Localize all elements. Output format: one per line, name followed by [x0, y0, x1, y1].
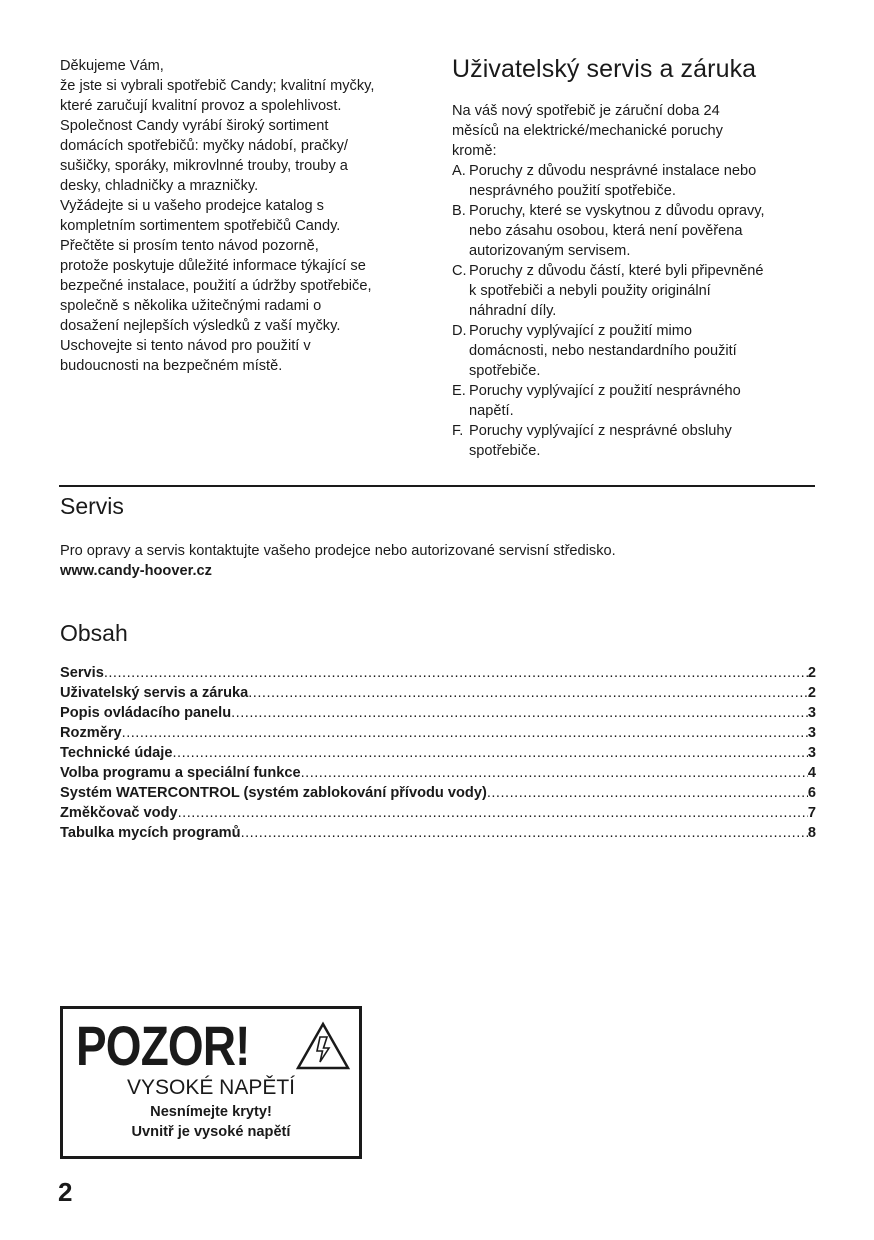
toc-dot-leader: [104, 663, 808, 683]
toc-list: [60, 663, 816, 843]
toc-entry-title: Systém WATERCONTROL (systém zablokování přívodu vody): [60, 785, 487, 801]
warranty-item-letter: F.: [452, 423, 464, 439]
warning-line-2: Uvnitř je vysoké napětí: [131, 1124, 291, 1140]
intro-line: desky, chladničky a mrazničky.: [60, 178, 259, 194]
warranty-item-line: Poruchy, které se vyskytnou z důvodu opravy,: [469, 203, 765, 219]
warranty-body: [452, 101, 822, 461]
toc-entry-title: Volba programu a speciální funkce: [60, 765, 301, 781]
warranty-item-line: nebo zásahu osobou, která není pověřena: [469, 223, 743, 239]
high-voltage-warning-icon: [295, 1021, 351, 1071]
intro-line: společně s několika užitečnými radami o: [60, 298, 322, 314]
toc-entry-title: Popis ovládacího panelu: [60, 705, 232, 721]
warranty-item-letter: E.: [452, 383, 466, 399]
warranty-item-line: spotřebiče.: [469, 443, 541, 459]
intro-line: Společnost Candy vyrábí široký sortiment: [60, 118, 329, 134]
warranty-item-line: spotřebiče.: [469, 363, 541, 379]
warranty-item-line: Poruchy vyplývající z použití nesprávného: [469, 383, 741, 399]
servis-text-block: [60, 541, 820, 581]
toc-entry[interactable]: [60, 803, 816, 823]
warranty-intro-line: Na váš nový spotřebič je záruční doba 24: [452, 103, 720, 119]
toc-entry-page: 4: [807, 765, 816, 781]
toc-entry-page: 8: [807, 825, 816, 841]
warranty-item-line: Poruchy z důvodu částí, které byli připevněné: [469, 263, 764, 279]
warranty-item-line: nesprávného použití spotřebiče.: [469, 183, 676, 199]
intro-line: protože poskytuje důležité informace týkající se: [60, 258, 366, 274]
intro-line: domácích spotřebičů: myčky nádobí, pračky/: [60, 138, 348, 154]
servis-title: Servis: [60, 493, 124, 519]
toc-entry-title: Změkčovač vody: [60, 805, 178, 821]
intro-line: budoucnosti na bezpečném místě.: [60, 358, 283, 374]
warranty-item-a: [452, 161, 822, 201]
intro-line: Uschovejte si tento návod pro použití v: [60, 338, 311, 354]
warranty-item-letter: C.: [452, 263, 467, 279]
intro-line: dosažení nejlepších výsledků z vaší myčky.: [60, 318, 341, 334]
warranty-item-line: k spotřebiči a nebyli použity originální: [469, 283, 711, 299]
toc-entry-page: 3: [807, 745, 816, 761]
toc-entry-page: 7: [807, 805, 816, 821]
warranty-item-letter: A.: [452, 163, 466, 179]
warranty-item-f: [452, 421, 822, 461]
toc-dot-leader: [178, 803, 808, 823]
toc-entry[interactable]: [60, 663, 816, 683]
warranty-item-c: [452, 261, 822, 321]
toc-title: Obsah: [60, 620, 128, 646]
toc-entry-title: Uživatelský servis a záruka: [60, 685, 249, 701]
toc-entry-title: Servis: [60, 665, 104, 681]
intro-line: kompletním sortimentem spotřebičů Candy.: [60, 218, 341, 234]
warranty-title: Uživatelský servis a záruka: [452, 55, 757, 83]
intro-line: že jste si vybrali spotřebič Candy; kvalitní myčky,: [60, 78, 375, 94]
warranty-item-d: [452, 321, 822, 381]
toc-entry-page: 6: [807, 785, 816, 801]
section-divider: [59, 485, 815, 487]
toc-entry-page: 3: [807, 725, 816, 741]
toc-entry-page: 2: [807, 665, 816, 681]
toc-dot-leader: [487, 783, 808, 803]
intro-line: Přečtěte si prosím tento návod pozorně,: [60, 238, 319, 254]
toc-section: [60, 618, 816, 843]
warranty-item-line: napětí.: [469, 403, 514, 419]
intro-paragraph: [60, 56, 430, 376]
servis-url[interactable]: www.candy-hoover.cz: [60, 563, 212, 579]
toc-entry[interactable]: [60, 723, 816, 743]
warranty-section: [452, 52, 822, 461]
warranty-item-letter: D.: [452, 323, 467, 339]
servis-text: Pro opravy a servis kontaktujte vašeho prodejce nebo autorizované servisní středisko.: [60, 543, 616, 559]
toc-dot-leader: [231, 703, 808, 723]
toc-dot-leader: [172, 743, 807, 763]
toc-entry[interactable]: [60, 743, 816, 763]
intro-line: bezpečné instalace, použití a údržby spotřebiče,: [60, 278, 372, 294]
toc-entry[interactable]: [60, 783, 816, 803]
toc-entry[interactable]: [60, 823, 816, 843]
toc-entry-title: Rozměry: [60, 725, 122, 741]
warranty-item-b: [452, 201, 822, 261]
warranty-item-line: domácnosti, nebo nestandardního použití: [469, 343, 737, 359]
toc-entry-title: Technické údaje: [60, 745, 173, 761]
warranty-intro-line: kromě:: [452, 143, 497, 159]
toc-entry[interactable]: [60, 763, 816, 783]
warning-subheading: VYSOKÉ NAPĚTÍ: [126, 1076, 296, 1099]
intro-line: sušičky, sporáky, mikrovlnné trouby, trouby a: [60, 158, 348, 174]
toc-entry[interactable]: [60, 703, 816, 723]
warranty-item-letter: B.: [452, 203, 466, 219]
toc-entry-page: 3: [807, 705, 816, 721]
toc-dot-leader: [241, 823, 808, 843]
intro-line: které zaručují kvalitní provoz a spolehlivost.: [60, 98, 342, 114]
intro-line: Děkujeme Vám,: [60, 58, 164, 74]
warranty-item-line: náhradní díly.: [469, 303, 557, 319]
toc-dot-leader: [122, 723, 808, 743]
warranty-item-line: autorizovaným servisem.: [469, 243, 631, 259]
warning-line-1: Nesnímejte kryty!: [150, 1104, 272, 1120]
toc-dot-leader: [248, 683, 808, 703]
warranty-item-line: Poruchy vyplývající z použití mimo: [469, 323, 693, 339]
servis-section: [60, 491, 820, 581]
warranty-item-line: Poruchy z důvodu nesprávné instalace nebo: [469, 163, 757, 179]
high-voltage-warning-label: [60, 1006, 362, 1159]
toc-entry-title: Tabulka mycích programů: [60, 825, 241, 841]
page-number: 2: [58, 1177, 73, 1207]
warranty-item-line: Poruchy vyplývající z nesprávné obsluhy: [469, 423, 732, 439]
warranty-intro-line: měsíců na elektrické/mechanické poruchy: [452, 123, 723, 139]
warning-heading: POZOR!: [76, 1014, 250, 1077]
toc-entry[interactable]: [60, 683, 816, 703]
toc-dot-leader: [301, 763, 808, 783]
intro-line: Vyžádejte si u vašeho prodejce katalog s: [60, 198, 324, 214]
warranty-item-e: [452, 381, 822, 421]
toc-entry-page: 2: [807, 685, 816, 701]
